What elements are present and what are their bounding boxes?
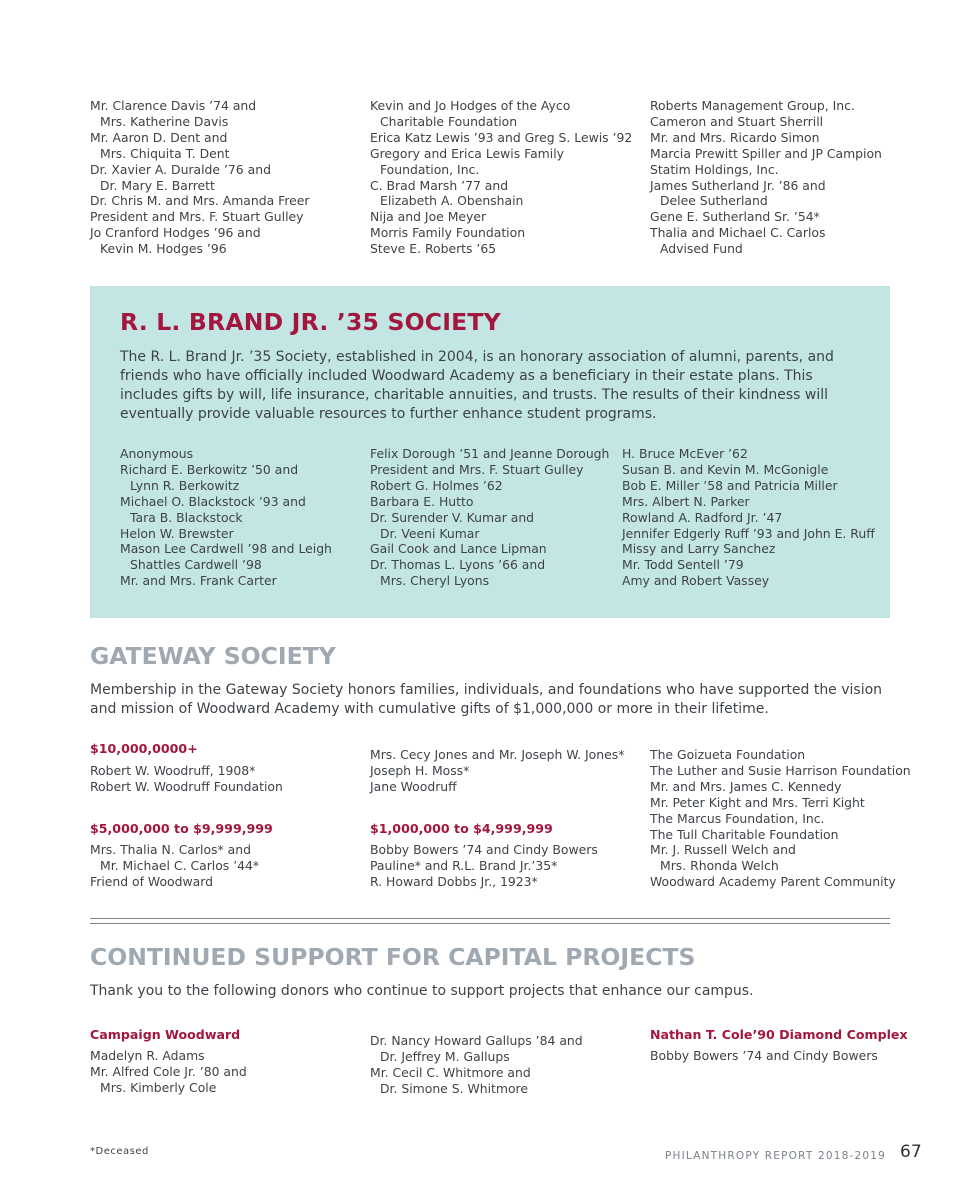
campaign-woodward-label: Campaign Woodward: [90, 1027, 241, 1042]
donor-name: Helon W. Brewster: [120, 525, 234, 541]
donor-name: C. Brad Marsh ’77 and: [370, 177, 509, 193]
donor-name: Susan B. and Kevin M. McGonigle: [622, 461, 829, 477]
donor-name: Roberts Management Group, Inc.: [650, 98, 855, 113]
donor-name: Bobby Bowers ’74 and Cindy Bowers: [650, 1048, 878, 1063]
donor-name: Erica Katz Lewis ’93 and Greg S. Lewis ’92: [370, 129, 633, 145]
donor-name: Mrs. Cheryl Lyons: [380, 573, 490, 589]
donor-name: Nija and Joe Meyer: [370, 209, 487, 225]
donor-name: Marcia Prewitt Spiller and JP Campion: [650, 145, 882, 161]
brand-society-column-1: [120, 446, 332, 589]
donor-name: Steve E. Roberts ’65: [370, 241, 497, 257]
donor-name: Rowland A. Radford Jr. ’47: [622, 509, 783, 525]
donor-name: Mr. Aaron D. Dent and: [90, 129, 228, 145]
gateway-society-title: GATEWAY SOCIETY: [90, 642, 336, 670]
capital-column-2-list: [370, 1033, 583, 1097]
donor-name: Mrs. Kimberly Cole: [100, 1079, 217, 1095]
gateway-tier-5m-list: [90, 842, 259, 890]
donor-name: Mr. and Mrs. Ricardo Simon: [650, 129, 820, 145]
donor-name: Cameron and Stuart Sherrill: [650, 113, 824, 129]
donor-name: Lynn R. Berkowitz: [130, 477, 240, 493]
donor-name: Pauline* and R.L. Brand Jr.’35*: [370, 857, 558, 873]
donor-name: Statim Holdings, Inc.: [650, 161, 779, 177]
brand-society-title: R. L. BRAND JR. ’35 SOCIETY: [120, 308, 501, 336]
top-donor-column-2: [370, 98, 632, 257]
donor-name: Woodward Academy Parent Community: [650, 874, 896, 890]
donor-name: Kevin and Jo Hodges of the Ayco: [370, 98, 571, 113]
donor-name: The Tull Charitable Foundation: [650, 826, 839, 842]
gateway-tier-5m-label: $5,000,000 to $9,999,999: [90, 821, 273, 836]
gateway-tier-10m-list: [90, 763, 283, 795]
donor-name: Richard E. Berkowitz ’50 and: [120, 461, 299, 477]
donor-name: Robert W. Woodruff, 1908*: [90, 763, 256, 778]
donor-name: Mr. Peter Kight and Mrs. Terri Kight: [650, 794, 865, 810]
donor-name: Gene E. Sutherland Sr. ’54*: [650, 209, 820, 225]
gateway-tier-1m-label: $1,000,000 to $4,999,999: [370, 821, 553, 836]
donor-name: Mr. Todd Sentell ’79: [622, 557, 744, 573]
section-divider-top: [90, 918, 890, 919]
page-number: 67: [900, 1142, 922, 1162]
donor-name: Mr. Clarence Davis ’74 and: [90, 98, 257, 113]
donor-name: Charitable Foundation: [380, 113, 518, 129]
donor-name: Mrs. Chiquita T. Dent: [100, 145, 230, 161]
donor-name: Dr. Mary E. Barrett: [100, 177, 215, 193]
donor-name: President and Mrs. F. Stuart Gulley: [90, 209, 304, 225]
gateway-tier-1m-list: [370, 842, 598, 890]
campaign-woodward-list: [90, 1048, 247, 1096]
donor-name: Mrs. Rhonda Welch: [660, 858, 779, 874]
report-title-footer: PHILANTHROPY REPORT 2018-2019: [665, 1150, 887, 1162]
donor-name: Robert W. Woodruff Foundation: [90, 778, 283, 794]
gateway-tier-10m-label: $10,000,0000+: [90, 741, 198, 756]
donor-name: Michael O. Blackstock ’93 and: [120, 493, 306, 509]
donor-name: Mrs. Cecy Jones and Mr. Joseph W. Jones*: [370, 747, 625, 762]
diamond-complex-list: [650, 1048, 878, 1064]
donor-name: President and Mrs. F. Stuart Gulley: [370, 461, 584, 477]
donor-name: Missy and Larry Sanchez: [622, 541, 776, 557]
donor-name: Gail Cook and Lance Lipman: [370, 541, 547, 557]
brand-society-column-3: [622, 446, 875, 589]
donor-name: Gregory and Erica Lewis Family: [370, 145, 564, 161]
donor-name: Mrs. Katherine Davis: [100, 113, 229, 129]
donor-name: The Goizueta Foundation: [650, 747, 806, 762]
gateway-society-description: Membership in the Gateway Society honors families, individuals, and foundations who have supported the vision and mission of Woodward Academy with cumulative gifts of $1,000,000 or more in their lifetime.: [90, 682, 883, 717]
donor-name: Jennifer Edgerly Ruff ’93 and John E. Ruff: [622, 525, 875, 541]
deceased-footnote: *Deceased: [90, 1146, 149, 1157]
donor-name: Dr. Thomas L. Lyons ’66 and: [370, 557, 546, 573]
donor-name: R. Howard Dobbs Jr., 1923*: [370, 873, 538, 889]
donor-name: Mason Lee Cardwell ’98 and Leigh: [120, 541, 332, 557]
donor-name: Mr. and Mrs. Frank Carter: [120, 573, 277, 589]
donor-name: The Luther and Susie Harrison Foundation: [650, 762, 911, 778]
diamond-complex-label: Nathan T. Cole’90 Diamond Complex: [650, 1027, 908, 1042]
donor-name: Mr. Alfred Cole Jr. ’80 and: [90, 1063, 247, 1079]
donor-name: Amy and Robert Vassey: [622, 573, 770, 589]
donor-name: Madelyn R. Adams: [90, 1048, 205, 1063]
donor-name: Foundation, Inc.: [380, 161, 480, 177]
donor-name: Barbara E. Hutto: [370, 493, 474, 509]
donor-name: Anonymous: [120, 446, 194, 461]
donor-name: Mr. Michael C. Carlos ’44*: [100, 857, 260, 873]
brand-society-description: The R. L. Brand Jr. ’35 Society, established in 2004, is an honorary association of alumni, parents, and friends who have officially included Woodward Academy as a beneficiary in their estate plans. This includes gifts by will, life insurance, charitable annuities, and trusts. The results of their kindness will eventually provide valuable resources to further enhance student programs.: [120, 349, 834, 422]
donor-name: Dr. Veeni Kumar: [380, 525, 480, 541]
gateway-column-2-list: [370, 747, 624, 795]
donor-name: The Marcus Foundation, Inc.: [650, 810, 825, 826]
donor-name: Dr. Xavier A. Duralde ’76 and: [90, 161, 271, 177]
section-divider-bottom: [90, 923, 890, 924]
donor-name: Dr. Jeffrey M. Gallups: [380, 1048, 510, 1064]
donor-name: Morris Family Foundation: [370, 225, 526, 241]
gateway-column-3-list: [650, 747, 911, 890]
donor-name: Bobby Bowers ’74 and Cindy Bowers: [370, 842, 598, 857]
donor-name: Mr. Cecil C. Whitmore and: [370, 1064, 531, 1080]
donor-name: Joseph H. Moss*: [370, 762, 470, 778]
brand-society-panel: [90, 286, 890, 618]
donor-name: Dr. Surender V. Kumar and: [370, 509, 535, 525]
donor-name: Felix Dorough ’51 and Jeanne Dorough: [370, 446, 610, 461]
donor-name: Friend of Woodward: [90, 873, 213, 889]
donor-name: H. Bruce McEver ’62: [622, 446, 748, 461]
donor-name: Elizabeth A. Obenshain: [380, 193, 524, 209]
donor-name: Tara B. Blackstock: [130, 509, 243, 525]
donor-name: Shattles Cardwell ’98: [130, 557, 262, 573]
capital-projects-description: Thank you to the following donors who continue to support projects that enhance our campus.: [90, 983, 754, 999]
donor-name: Bob E. Miller ’58 and Patricia Miller: [622, 477, 838, 493]
brand-society-column-2: [370, 446, 609, 589]
top-donor-column-3: [650, 98, 882, 257]
donor-name: Thalia and Michael C. Carlos: [650, 225, 826, 241]
donor-name: Delee Sutherland: [660, 193, 768, 209]
donor-name: Advised Fund: [660, 241, 743, 257]
capital-projects-title: CONTINUED SUPPORT FOR CAPITAL PROJECTS: [90, 943, 696, 971]
donor-name: Jo Cranford Hodges ’96 and: [90, 225, 261, 241]
donor-name: James Sutherland Jr. ’86 and: [650, 177, 826, 193]
donor-name: Jane Woodruff: [370, 778, 457, 794]
donor-name: Mrs. Thalia N. Carlos* and: [90, 842, 251, 857]
donor-name: Mrs. Albert N. Parker: [622, 493, 750, 509]
top-donor-column-1: [90, 98, 310, 257]
donor-name: Dr. Simone S. Whitmore: [380, 1080, 528, 1096]
donor-name: Dr. Nancy Howard Gallups ’84 and: [370, 1033, 583, 1048]
donor-name: Kevin M. Hodges ’96: [100, 241, 227, 257]
donor-name: Mr. J. Russell Welch and: [650, 842, 796, 858]
donor-name: Robert G. Holmes ’62: [370, 477, 503, 493]
donor-name: Mr. and Mrs. James C. Kennedy: [650, 778, 842, 794]
donor-name: Dr. Chris M. and Mrs. Amanda Freer: [90, 193, 310, 209]
